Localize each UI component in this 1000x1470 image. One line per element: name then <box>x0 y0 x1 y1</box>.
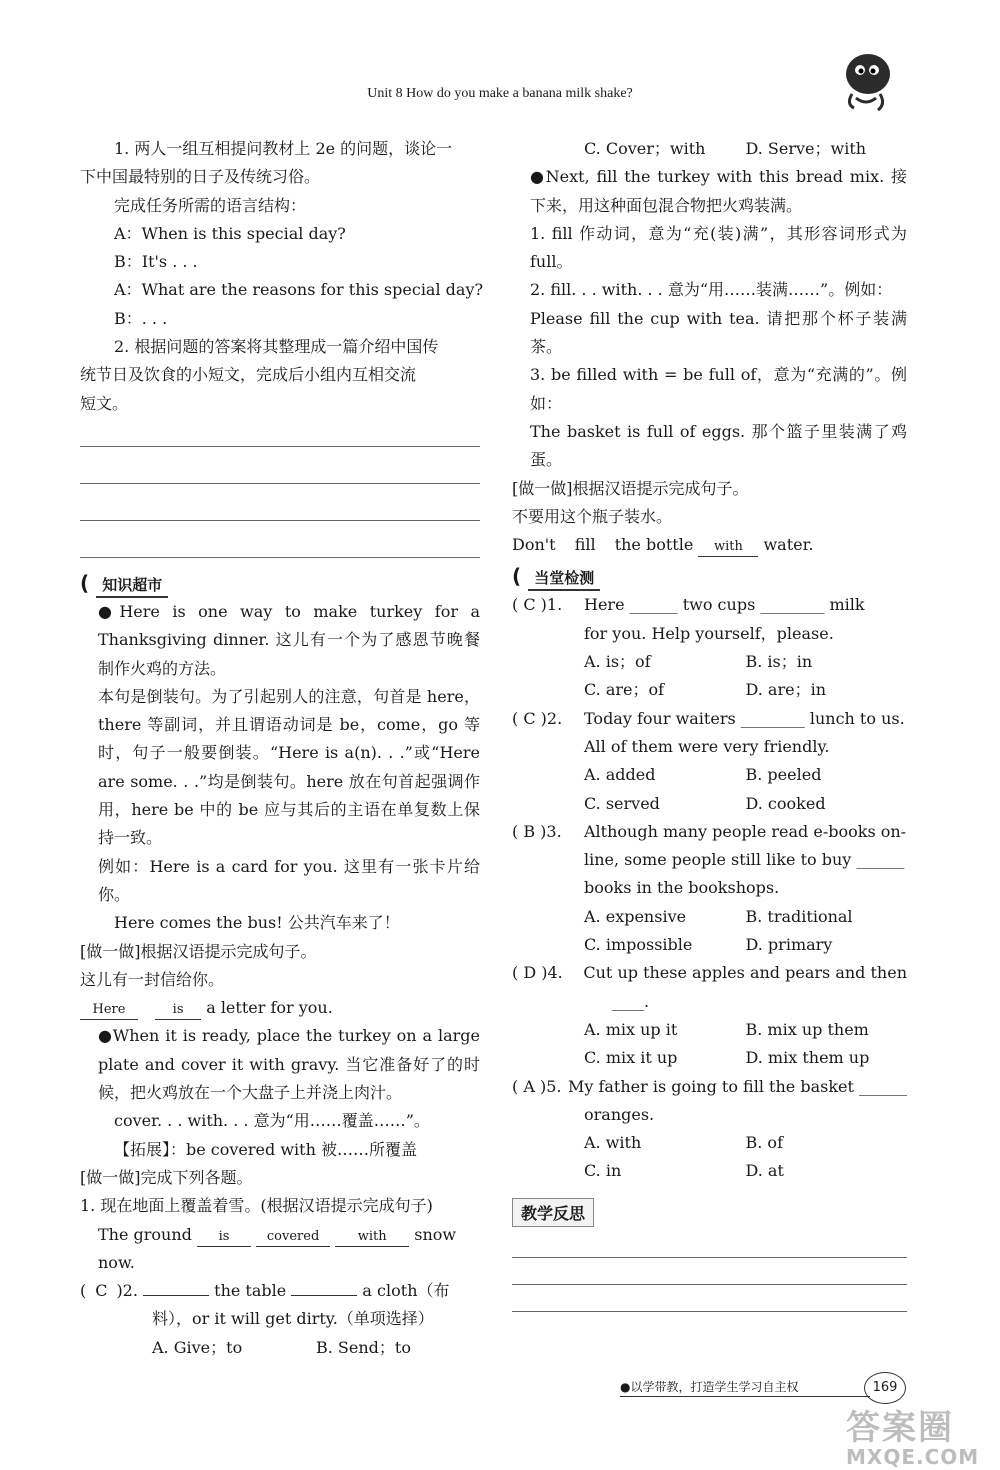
options <box>512 1016 907 1044</box>
options <box>512 903 907 931</box>
q-line: Cut up these apples and pears and then <box>583 963 907 983</box>
q-line: Today four waiters ________ lunch to us. <box>584 708 905 728</box>
options <box>512 1129 907 1157</box>
section-title: 知识超市 <box>96 574 168 598</box>
option[interactable]: D. are；in <box>745 680 827 700</box>
options <box>512 1044 907 1072</box>
do-it-word: the bottle <box>614 535 694 555</box>
section-header <box>512 563 907 591</box>
option[interactable]: B. traditional <box>745 906 853 926</box>
q-line: All of them were very friendly. <box>584 736 830 756</box>
point2-explain: cover. . . with. . . 意为“用……覆盖……”。 <box>114 1111 430 1131</box>
option[interactable]: A. added <box>584 765 656 785</box>
reflect-title: 教学反思 <box>512 1198 594 1227</box>
answer-blank[interactable] <box>291 1295 357 1296</box>
options <box>512 931 907 959</box>
point3-e2: 2. fill. . . with. . . 意为“用……装满……”。例如： <box>530 280 893 300</box>
option[interactable]: A. is；of <box>584 652 651 672</box>
do-it-label: [做一做]根据汉语提示完成句子。 <box>80 941 317 961</box>
watermark-url: MXQE.COM <box>846 1445 980 1469</box>
question-2: ( C )2. Today four waiters ________ lunch to us. All of them were very friendly. A. added B. peeled C. served D. cooked <box>512 705 907 818</box>
options <box>512 1157 907 1185</box>
q2-line1: ( C )2. the table a cloth（布 <box>80 1277 480 1305</box>
q-answer[interactable]: A <box>523 1076 535 1096</box>
do-it-label: [做一做]完成下列各题。 <box>80 1167 253 1187</box>
q-line: books in the bookshops. <box>584 878 780 898</box>
q1-prompt: 1. 现在地面上覆盖着雪。(根据汉语提示完成句子) <box>80 1196 433 1216</box>
do-it-label: [做一做]根据汉语提示完成句子。 <box>512 478 749 498</box>
q2-tail: a cloth（布 <box>362 1281 450 1301</box>
do-it-sentence <box>80 994 480 1022</box>
q2-options-cont <box>512 135 907 163</box>
option[interactable]: D. mix them up <box>745 1048 870 1068</box>
q-line: Although many people read e-books on- <box>584 821 907 841</box>
point2-sentence: ●When it is ready, place the turkey on a large plate and cover it with gravy. 当它准备好了的时候，把火鸡放在一个大盘子上并浇上肉汁。 <box>98 1026 480 1103</box>
q2-options <box>80 1334 480 1362</box>
dialog-line: A：When is this special day? <box>114 223 346 243</box>
do-it-tail: a letter for you. <box>206 998 333 1018</box>
answer-blank[interactable]: is <box>197 1228 251 1247</box>
point1-sentence: ●Here is one way to make turkey for a Thanksgiving dinner. 这儿有一个为了感恩节晚餐制作火鸡的方法。 <box>98 601 480 678</box>
q-line: ____. <box>612 991 650 1011</box>
watermark-logo: 答案圈 <box>846 1408 954 1448</box>
task1-line2: 下中国最特别的日子及传统习俗。 <box>80 167 321 187</box>
point1-explain: 本句是倒装句。为了引起别人的注意，句首是 here，there 等副词，并且谓语动词是 be，come，go 等时，句子一般要倒装。“Here is a(n). . .”或“Here are some. . .”均是倒装句。here 放在句首起强调作用，here be 中的 be 应与其后的主语在单复数上保持一致。 <box>98 686 480 848</box>
option[interactable]: C. in <box>584 1161 622 1181</box>
point3-e1: 1. fill 作动词，意为“充(装)满”，其形容词形式为 full。 <box>530 223 907 272</box>
option[interactable]: D. cooked <box>745 793 826 813</box>
point2-extend: 【拓展】：be covered with 被……所覆盖 <box>114 1139 417 1159</box>
q-num: 3. <box>546 821 562 841</box>
answer-blank[interactable]: Here <box>80 1001 138 1020</box>
options <box>512 790 907 818</box>
q-num: 4. <box>547 963 563 983</box>
question-3: ( B )3. Although many people read e-books on- line, some people still like to buy ______ books in the bookshops. A. expensive B. traditional C. impossible D. primary <box>512 818 907 959</box>
option[interactable]: B. mix up them <box>745 1019 869 1039</box>
section-header <box>80 570 480 598</box>
q-num: 1. <box>546 595 563 615</box>
task1-line1: 1. 两人一组互相提问教材上 2e 的问题，谈论一 <box>114 139 453 158</box>
q1-sentence <box>80 1221 480 1249</box>
q2-num: )2. <box>116 1281 138 1301</box>
option[interactable]: D. at <box>745 1161 784 1181</box>
option[interactable]: B. is；in <box>745 652 813 672</box>
option[interactable]: C. impossible <box>584 935 693 955</box>
q-answer[interactable]: C <box>523 595 536 615</box>
q2-mid: the table <box>214 1281 287 1301</box>
option[interactable]: A. expensive <box>584 906 687 926</box>
q-answer[interactable]: C <box>523 708 536 728</box>
q2-line2: 料），or it will get dirty.（单项选择） <box>152 1309 434 1329</box>
q-answer[interactable]: B <box>523 821 536 841</box>
answer-blank[interactable]: with <box>335 1228 409 1247</box>
q2-answer[interactable]: C <box>95 1281 108 1301</box>
options <box>512 648 907 676</box>
point3-e2-example: Please fill the cup with tea. 请把那个杯子装满茶。 <box>530 308 907 357</box>
writing-line[interactable] <box>80 557 480 558</box>
option[interactable]: C. served <box>584 793 660 813</box>
option[interactable]: C. mix it up <box>584 1048 678 1068</box>
bracket-icon: ( <box>80 570 90 595</box>
left-column <box>80 135 484 1362</box>
q-num: 5. <box>546 1076 562 1096</box>
option[interactable]: A. mix up it <box>584 1019 678 1039</box>
question-1: ( C )1. Here ______ two cups ________ milk for you. Help yourself，please. A. is；of B. is；in C. are；of D. are；in <box>512 591 907 704</box>
option[interactable]: C. are；of <box>584 680 665 700</box>
footer-slogan: ●以学带教，打造学生学习自主权 <box>620 1380 799 1394</box>
watermark <box>846 1400 979 1469</box>
point1-example2: Here comes the bus! 公共汽车来了！ <box>114 913 400 933</box>
do-it-chinese: 这儿有一封信给你。 <box>80 969 225 989</box>
answer-blank[interactable]: with <box>698 538 758 557</box>
option[interactable]: D. primary <box>745 935 833 955</box>
question-4: ( D )4. Cut up these apples and pears and then ____. A. mix up it B. mix up them C. mix it up D. mix them up <box>512 959 907 1072</box>
footer-divider <box>620 1396 870 1397</box>
task2-line3: 短文。 <box>80 393 129 413</box>
point3-e3-example: The basket is full of eggs. 那个篮子里装满了鸡蛋。 <box>530 421 907 470</box>
answer-blank[interactable]: is <box>155 1001 201 1020</box>
option[interactable]: A. Give；to <box>152 1337 243 1357</box>
q1-tail: snow <box>414 1224 457 1244</box>
option[interactable]: B. peeled <box>745 765 822 785</box>
point1-example: 例如：Here is a card for you. 这里有一张卡片给你。 <box>98 856 480 904</box>
option[interactable]: D. Serve；with <box>745 139 867 158</box>
q-line: Here ______ two cups ________ milk <box>584 595 865 615</box>
check-title: 当堂检测 <box>528 567 600 591</box>
page-header: Unit 8 How do you make a banana milk shake? <box>367 86 633 101</box>
mascot-illustration <box>836 48 896 114</box>
answer-blank[interactable] <box>143 1295 209 1296</box>
answer-blank[interactable]: covered <box>256 1228 330 1247</box>
q-num: 2. <box>546 708 563 728</box>
do-it-tail: water. <box>763 535 814 555</box>
task2-line2: 统节日及饮食的小短文，完成后小组内互相交流 <box>80 365 417 385</box>
option[interactable]: B. of <box>745 1133 783 1153</box>
task2-line1: 2. 根据问题的答案将其整理成一篇介绍中国传 <box>114 337 439 357</box>
do-it-word: fill <box>574 535 596 555</box>
structure-label: 完成任务所需的语言结构： <box>114 195 307 215</box>
q-line: oranges. <box>584 1104 655 1124</box>
right-column <box>512 135 907 1312</box>
q1-now: now. <box>98 1252 135 1272</box>
dialog-line: B：. . . <box>114 308 168 328</box>
do-it-chinese: 不要用这个瓶子装水。 <box>512 506 673 526</box>
page-number: 169 <box>864 1372 906 1404</box>
reflect-header <box>512 1198 907 1227</box>
bracket-icon: ( <box>512 564 522 589</box>
q-line: for you. Help yourself，please. <box>584 623 834 643</box>
options <box>512 761 907 789</box>
writing-line[interactable] <box>512 1311 907 1312</box>
q-line: My father is going to fill the basket ______ <box>567 1076 907 1096</box>
do-it-sentence <box>512 531 907 559</box>
dialog-line: A：What are the reasons for this special day? <box>114 280 484 300</box>
option[interactable]: C. Cover；with <box>584 139 706 158</box>
do-it-head: Don't <box>512 535 556 555</box>
q1-head: The ground <box>98 1224 192 1244</box>
point3-sentence: ●Next, fill the turkey with this bread mix. 接下来，用这种面包混合物把火鸡装满。 <box>530 167 907 215</box>
q-line: line, some people still like to buy ______ <box>584 850 905 870</box>
option[interactable]: B. Send；to <box>316 1337 411 1357</box>
dialog-line: B：It's . . . <box>114 252 198 272</box>
point3-e3: 3. be filled with = be full of，意为“充满的”。例如： <box>530 365 907 413</box>
option[interactable]: A. with <box>584 1133 642 1153</box>
question-5: ( A )5. My father is going to fill the basket ______ oranges. A. with B. of C. in D. at <box>512 1073 907 1186</box>
options <box>512 676 907 704</box>
q-answer[interactable]: D <box>523 963 537 983</box>
